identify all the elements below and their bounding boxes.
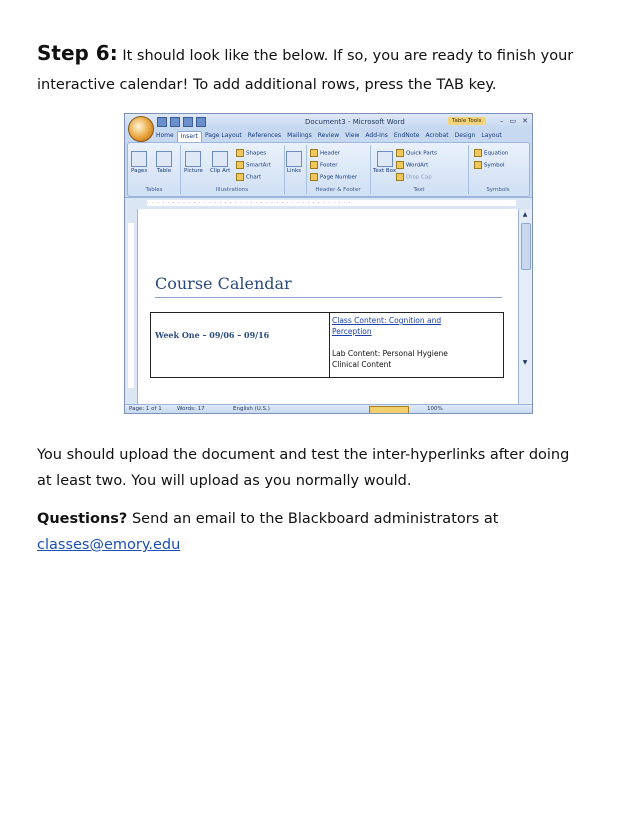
questions-text: Send an email to the Blackboard administrators at <box>127 511 499 527</box>
close-icon: ✕ <box>522 117 528 125</box>
ribbon-tabs <box>153 131 505 142</box>
quick-parts-button: Quick Parts <box>396 149 437 157</box>
header-footer-group-label: Header & Footer <box>315 187 361 193</box>
quick-access-toolbar <box>157 117 206 127</box>
step-line2: interactive calendar! To add additional rows, press the TAB key. <box>37 77 497 93</box>
class-content-link-line1: Class Content: Cognition and <box>332 316 442 325</box>
text-group <box>370 145 469 194</box>
ribbon <box>127 142 530 197</box>
scroll-up-icon: ▲ <box>522 211 528 218</box>
tab-references: References <box>247 132 282 139</box>
tab-view: View <box>345 132 360 139</box>
footer-button: Footer <box>310 161 338 169</box>
ruler-strip: · · · · · · · · · · · · · · · · · · · · · · · · · · · · · · · · · · · · · · · · <box>147 200 516 206</box>
title-bar <box>125 114 532 130</box>
step-line1: It should look like the below. If so, you are ready to finish your <box>117 48 574 64</box>
class-content-link-line2: Perception <box>332 327 372 336</box>
redo-icon <box>183 117 193 127</box>
content-cell <box>332 315 448 370</box>
lab-content: Lab Content: Personal Hygiene <box>332 349 448 358</box>
table-tools-label: Table Tools <box>448 117 486 125</box>
header-button: Header <box>310 149 340 157</box>
vertical-ruler <box>125 209 138 404</box>
links-icon <box>286 151 302 167</box>
drop-cap-button: Drop Cap <box>396 173 432 181</box>
equation-button: Equation <box>474 149 508 157</box>
page-count: Page: 1 of 1 <box>129 406 162 412</box>
questions-line <box>37 506 498 532</box>
upload-line2: at least two. You will upload as you normally would. <box>37 473 412 489</box>
office-button-icon <box>128 116 154 142</box>
smartart-button: SmartArt <box>236 161 271 169</box>
pages-icon <box>131 151 147 167</box>
tab-add-ins: Add-Ins <box>365 132 388 139</box>
scroll-down-icon: ▼ <box>522 359 528 366</box>
links-group <box>284 145 307 194</box>
document-title: Course Calendar <box>155 274 292 293</box>
pages-button: Pages <box>131 151 147 174</box>
maximize-icon: ▭ <box>509 117 517 125</box>
questions-label: Questions? <box>37 511 128 527</box>
clip-art-icon <box>212 151 228 167</box>
page-number-button: Page Number <box>310 173 357 181</box>
vertical-scrollbar <box>518 209 532 404</box>
header-footer-group <box>306 145 371 194</box>
title-underline <box>155 297 502 298</box>
tab-mailings: Mailings <box>287 132 312 139</box>
symbol-button: Symbol <box>474 161 505 169</box>
chart-button: Chart <box>236 173 261 181</box>
links-button: Links <box>286 151 302 174</box>
text-box-icon <box>377 151 393 167</box>
zoom-level: 100% <box>427 406 443 412</box>
status-bar <box>125 404 532 414</box>
language-status: English (U.S.) <box>233 406 270 412</box>
picture-icon <box>185 151 201 167</box>
document-page <box>138 209 518 404</box>
minimize-icon: – <box>500 117 504 125</box>
scroll-thumb <box>521 223 531 270</box>
word-screenshot <box>124 113 533 414</box>
undo-icon <box>170 117 180 127</box>
tab-design: Design <box>454 132 476 139</box>
word-count: Words: 17 <box>177 406 205 412</box>
tables-group <box>128 145 181 194</box>
window-controls <box>500 117 528 125</box>
clip-art-button: Clip Art <box>210 151 230 174</box>
tab-page-layout: Page Layout <box>204 132 242 139</box>
picture-button: Picture <box>184 151 203 174</box>
symbols-group-label: Symbols <box>486 187 510 193</box>
upload-line1: You should upload the document and test the inter-hyperlinks after doing <box>37 447 570 463</box>
window-title: Document3 - Microsoft Word <box>305 118 405 126</box>
illustrations-group <box>180 145 285 194</box>
save-icon <box>157 117 167 127</box>
clinical-content: Clinical Content <box>332 360 392 369</box>
text-group-label: Text <box>413 187 425 193</box>
tab-endnote: EndNote <box>393 132 420 139</box>
step-label: Step 6: <box>37 41 118 65</box>
step-heading <box>37 40 573 69</box>
shapes-button: Shapes <box>236 149 266 157</box>
wordart-button: WordArt <box>396 161 428 169</box>
table-button: Table <box>156 151 172 174</box>
week-cell: Week One – 09/06 – 09/16 <box>155 330 270 340</box>
tab-home: Home <box>156 132 174 139</box>
calendar-table <box>150 312 504 378</box>
tab-layout: Layout <box>481 132 502 139</box>
table-icon <box>156 151 172 167</box>
tables-group-label: Tables <box>145 187 163 193</box>
text-box-button: Text Box <box>373 151 396 174</box>
tab-acrobat: Acrobat <box>425 132 449 139</box>
view-buttons <box>369 406 409 414</box>
illustrations-group-label: Illustrations <box>215 187 249 193</box>
tab-insert: Insert <box>177 131 202 142</box>
print-icon <box>196 117 206 127</box>
symbols-group <box>468 145 528 194</box>
email-link[interactable]: classes@emory.edu <box>37 537 181 553</box>
tab-review: Review <box>317 132 340 139</box>
